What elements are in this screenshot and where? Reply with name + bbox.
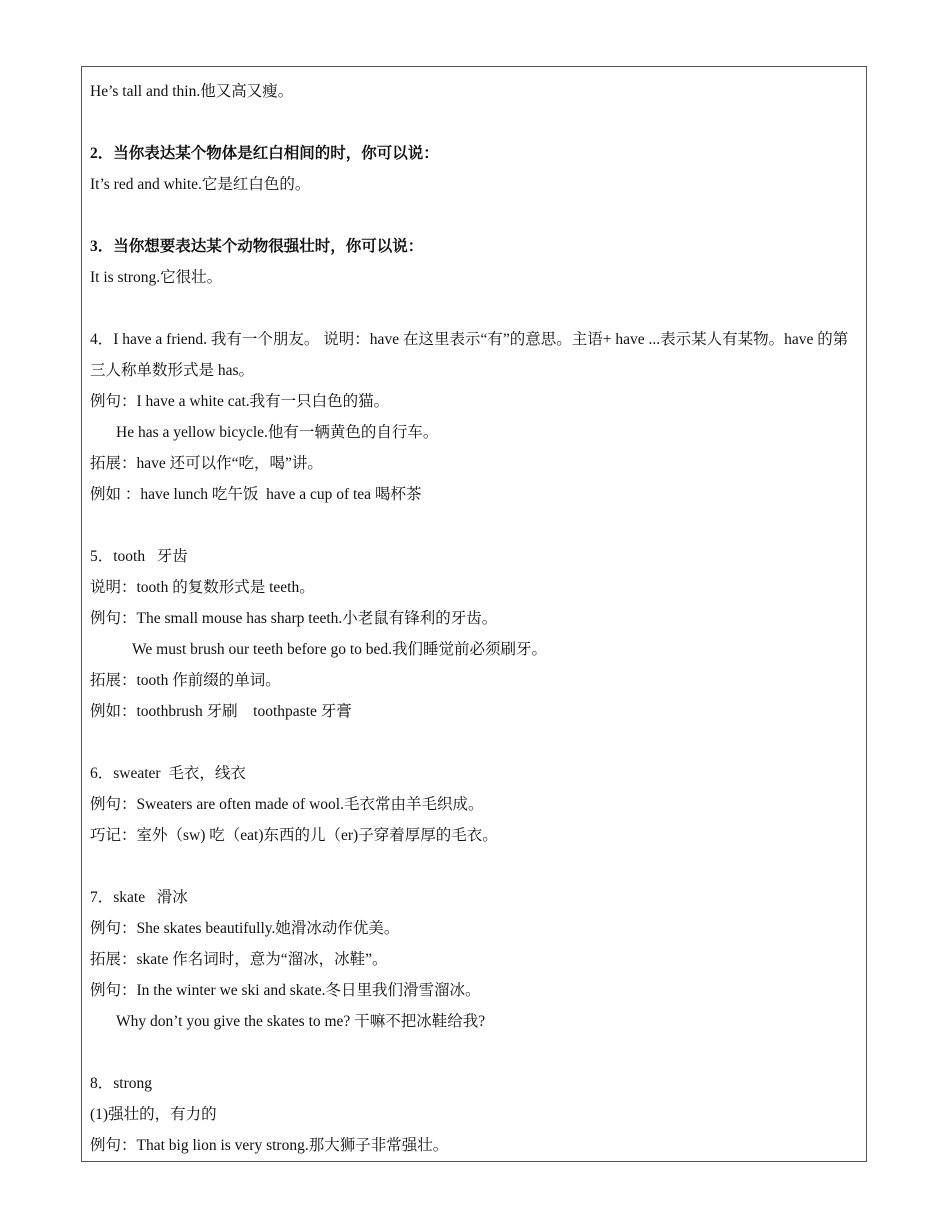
blank-line xyxy=(90,200,858,231)
example-line: He has a yellow bicycle.他有一辆黄色的自行车。 xyxy=(116,424,439,441)
vocab-entry: 7．skate 滑冰 xyxy=(90,889,188,906)
example-line: Why don’t you give the skates to me? 干嘛不把冰鞋给我? xyxy=(116,1013,486,1030)
section-heading: 3．当你想要表达某个动物很强壮时，你可以说： xyxy=(90,238,424,255)
vocab-entry: 8．strong xyxy=(90,1075,153,1092)
section-heading: 2．当你表达某个物体是红白相间的时，你可以说： xyxy=(90,145,439,162)
blank-line xyxy=(90,293,858,324)
definition-line: (1)强壮的，有力的 xyxy=(90,1106,217,1123)
extension-line: 拓展：have 还可以作“吃，喝”讲。 xyxy=(90,455,323,472)
document-body xyxy=(90,76,858,1161)
example-line: 例如 ：have lunch 吃午饭 have a cup of tea 喝杯茶 xyxy=(90,486,422,503)
extension-line: 拓展：skate 作名词时，意为“溜冰，冰鞋”。 xyxy=(90,951,388,968)
example-line: 例句：The small mouse has sharp teeth.小老鼠有锋利的牙齿。 xyxy=(90,610,498,627)
note-line: 说明：tooth 的复数形式是 teeth。 xyxy=(90,579,315,596)
blank-line xyxy=(90,107,858,138)
extension-line: 拓展：tooth 作前缀的单词。 xyxy=(90,672,281,689)
text-line: He’s tall and thin.他又高又瘦。 xyxy=(90,83,294,100)
text-line: It’s red and white.它是红白色的。 xyxy=(90,176,311,193)
example-line: 例如：toothbrush 牙刷 toothpaste 牙膏 xyxy=(90,703,352,720)
example-line: 例句：In the winter we ski and skate.冬日里我们滑雪溜冰。 xyxy=(90,982,481,999)
example-line: 例句：Sweaters are often made of wool.毛衣常由羊毛织成。 xyxy=(90,796,484,813)
text-line: It is strong.它很壮。 xyxy=(90,269,223,286)
vocab-entry: 5．tooth 牙齿 xyxy=(90,548,188,565)
example-line: We must brush our teeth before go to bed.我们睡觉前必须刷牙。 xyxy=(132,641,548,658)
example-line: 例句：She skates beautifully.她滑冰动作优美。 xyxy=(90,920,400,937)
vocab-entry: 6．sweater 毛衣，线衣 xyxy=(90,765,246,782)
memory-tip-line: 巧记：室外（sw) 吃（eat)东西的儿（er)子穿着厚厚的毛衣。 xyxy=(90,827,498,844)
blank-line xyxy=(90,727,858,758)
example-line: 例句：That big lion is very strong.那大狮子非常强壮。 xyxy=(90,1137,449,1154)
blank-line xyxy=(90,851,858,882)
blank-line xyxy=(90,510,858,541)
blank-line xyxy=(90,1037,858,1068)
example-line: 例句：I have a white cat.我有一只白色的猫。 xyxy=(90,393,390,410)
vocab-entry: 4．I have a friend. 我有一个朋友。 说明：have 在这里表示“有”的意思。主语+ have ...表示某人有某物。have 的第三人称单数形式是 has。 xyxy=(90,331,849,379)
